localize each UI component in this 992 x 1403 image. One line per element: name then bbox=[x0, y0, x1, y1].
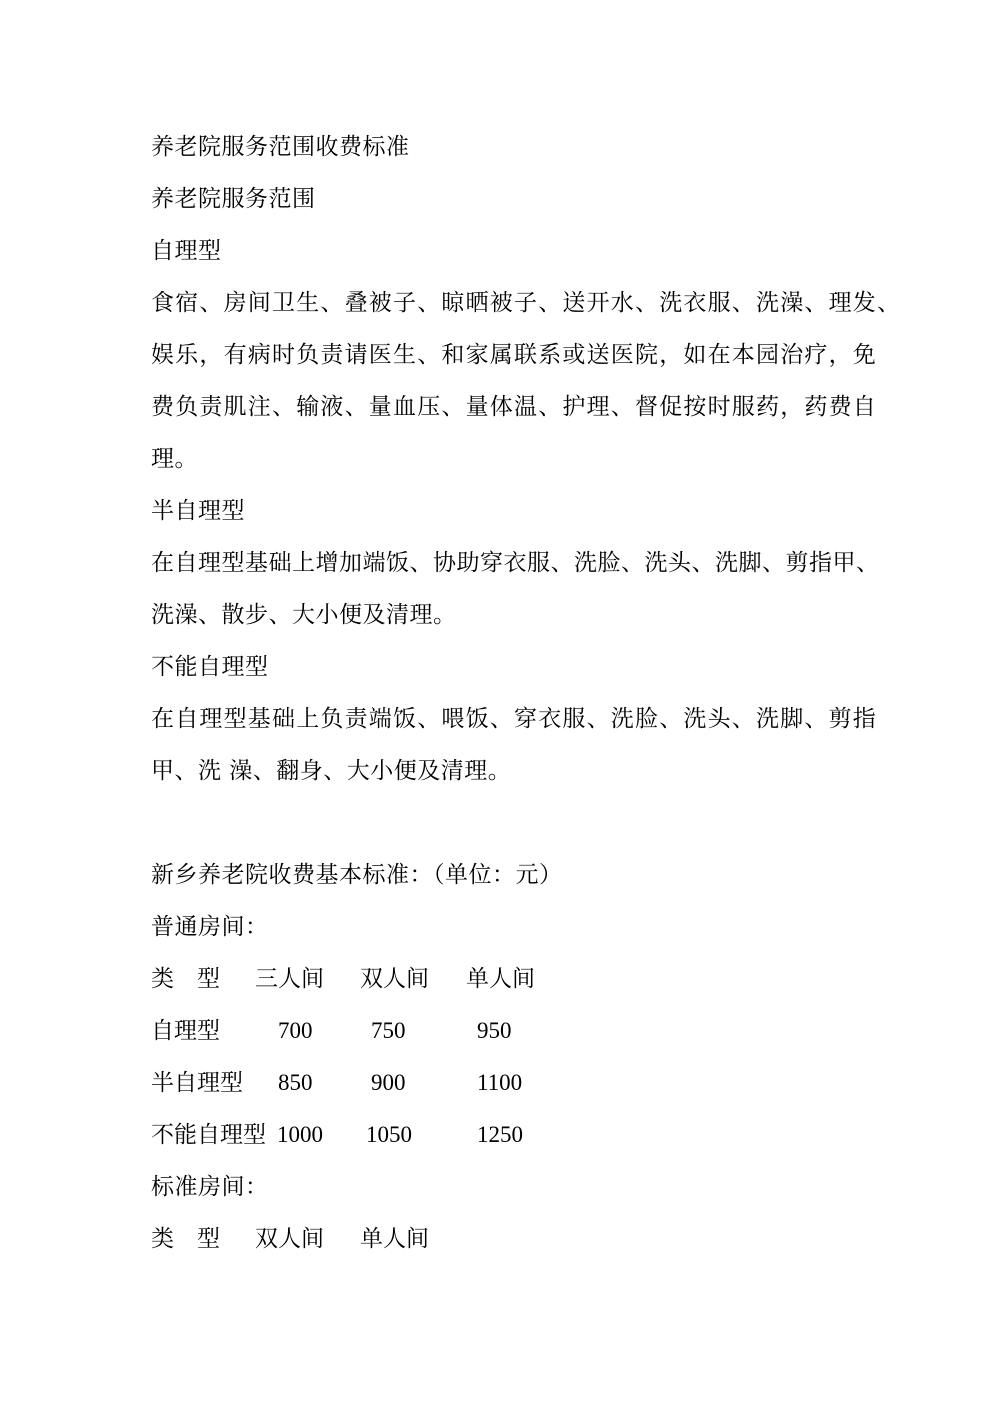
table-row-label: 半自理型 bbox=[151, 1070, 243, 1096]
table-cell: 900 bbox=[371, 1070, 406, 1095]
table-header-single: 单人间 bbox=[466, 966, 535, 992]
no-self-care-text-line: 在自理型基础上负责端饭、喂饭、穿衣服、洗脸、洗头、洗脚、剪指 bbox=[151, 706, 877, 732]
table-cell: 1250 bbox=[477, 1122, 523, 1147]
table-cell: 1100 bbox=[477, 1070, 523, 1095]
table-cell: 850 bbox=[278, 1070, 313, 1095]
table-header-single: 单人间 bbox=[360, 1226, 429, 1252]
fees-heading: 新乡养老院收费基本标准：（单位：元） bbox=[151, 862, 563, 888]
table-cell: 950 bbox=[477, 1018, 512, 1043]
table-cell: 1000 bbox=[277, 1122, 323, 1147]
table-header-type: 类 型 bbox=[151, 966, 220, 992]
semi-self-care-text-line: 在自理型基础上增加端饭、协助穿衣服、洗脸、洗头、洗脚、剪指甲、 bbox=[151, 550, 880, 576]
table-cell: 700 bbox=[278, 1018, 313, 1043]
table-header-double: 双人间 bbox=[360, 966, 429, 992]
regular-rooms-label: 普通房间： bbox=[151, 914, 269, 940]
table-row-label: 自理型 bbox=[151, 1018, 220, 1044]
section-heading: 养老院服务范围 bbox=[151, 186, 316, 212]
self-care-text-line: 费负责肌注、输液、量血压、量体温、护理、督促按时服药，药费自 bbox=[151, 394, 877, 420]
document-title: 养老院服务范围收费标准 bbox=[151, 134, 410, 160]
semi-self-care-heading: 半自理型 bbox=[151, 498, 245, 524]
self-care-text-line: 食宿、房间卫生、叠被子、晾晒被子、送开水、洗衣服、洗澡、理发、 bbox=[151, 290, 902, 316]
self-care-text-line: 理。 bbox=[151, 446, 198, 472]
table-header-triple: 三人间 bbox=[255, 966, 324, 992]
table-header-double: 双人间 bbox=[255, 1226, 324, 1252]
no-self-care-heading: 不能自理型 bbox=[151, 654, 269, 680]
table-cell: 750 bbox=[371, 1018, 406, 1043]
table-header-type: 类 型 bbox=[151, 1226, 220, 1252]
table-cell: 1050 bbox=[366, 1122, 412, 1147]
no-self-care-text-line: 甲、洗 澡、翻身、大小便及清理。 bbox=[151, 758, 512, 784]
standard-rooms-label: 标准房间： bbox=[151, 1174, 269, 1200]
self-care-text-line: 娱乐，有病时负责请医生、和家属联系或送医院，如在本园治疗，免 bbox=[151, 342, 877, 368]
self-care-heading: 自理型 bbox=[151, 238, 222, 264]
semi-self-care-text-line: 洗澡、散步、大小便及清理。 bbox=[151, 602, 457, 628]
table-row-label: 不能自理型 bbox=[151, 1122, 266, 1148]
